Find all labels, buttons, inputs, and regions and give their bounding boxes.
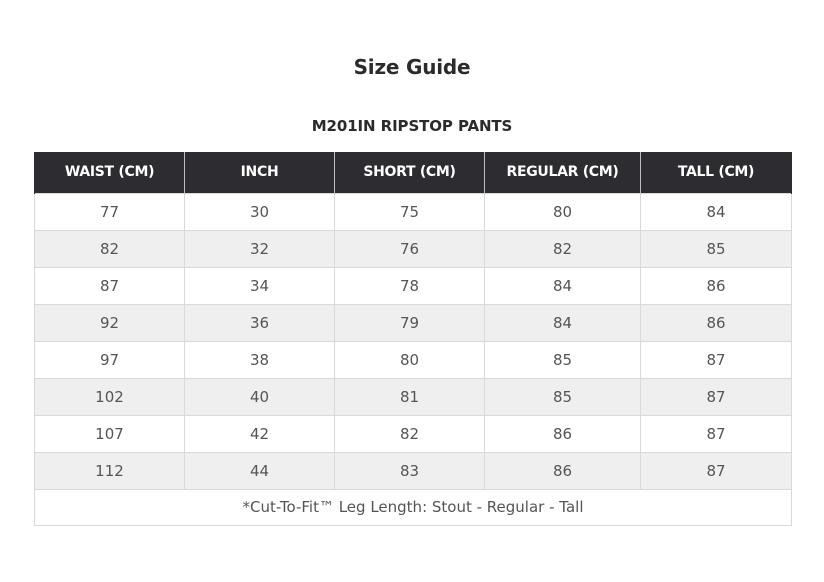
- page-title: Size Guide: [353, 55, 471, 79]
- header-short: SHORT (CM): [335, 152, 485, 193]
- header-tall: TALL (CM): [641, 152, 792, 193]
- cell-regular: 80: [485, 193, 641, 230]
- table-row: [35, 230, 792, 267]
- cell-tall: 87: [641, 378, 792, 415]
- cell-waist: 97: [35, 341, 185, 378]
- table-header: [35, 152, 792, 193]
- header-waist: WAIST (CM): [35, 152, 185, 193]
- cell-tall: 86: [641, 304, 792, 341]
- header-row: [35, 152, 792, 193]
- size-guide-table: [34, 152, 792, 526]
- cell-short: 83: [335, 452, 485, 489]
- cell-inch: 30: [185, 193, 335, 230]
- cell-inch: 38: [185, 341, 335, 378]
- table-row: [35, 415, 792, 452]
- cell-regular: 85: [485, 341, 641, 378]
- table-row: [35, 378, 792, 415]
- cell-short: 78: [335, 267, 485, 304]
- table-body: [35, 193, 792, 525]
- cell-regular: 82: [485, 230, 641, 267]
- cell-short: 81: [335, 378, 485, 415]
- cell-inch: 34: [185, 267, 335, 304]
- cell-inch: 36: [185, 304, 335, 341]
- table-row: [35, 341, 792, 378]
- cell-waist: 102: [35, 378, 185, 415]
- cell-waist: 107: [35, 415, 185, 452]
- cell-short: 75: [335, 193, 485, 230]
- cell-inch: 40: [185, 378, 335, 415]
- cell-waist: 77: [35, 193, 185, 230]
- cell-waist: 82: [35, 230, 185, 267]
- cell-inch: 42: [185, 415, 335, 452]
- cell-inch: 44: [185, 452, 335, 489]
- cell-waist: 92: [35, 304, 185, 341]
- table-row: [35, 304, 792, 341]
- cell-waist: 112: [35, 452, 185, 489]
- cell-tall: 87: [641, 415, 792, 452]
- cell-tall: 85: [641, 230, 792, 267]
- product-title: M201IN RIPSTOP PANTS: [311, 117, 513, 135]
- table-row: [35, 267, 792, 304]
- cell-short: 79: [335, 304, 485, 341]
- cell-short: 80: [335, 341, 485, 378]
- cell-regular: 84: [485, 267, 641, 304]
- cell-short: 82: [335, 415, 485, 452]
- header-inch: INCH: [185, 152, 335, 193]
- footnote-row: [35, 489, 792, 525]
- cell-tall: 87: [641, 341, 792, 378]
- table-row: [35, 193, 792, 230]
- cell-tall: 84: [641, 193, 792, 230]
- cut-to-fit-footnote: *Cut-To-Fit™ Leg Length: Stout - Regular - Tall: [35, 489, 792, 525]
- cell-inch: 32: [185, 230, 335, 267]
- table-row: [35, 452, 792, 489]
- cell-regular: 84: [485, 304, 641, 341]
- cell-tall: 86: [641, 267, 792, 304]
- cell-tall: 87: [641, 452, 792, 489]
- cell-waist: 87: [35, 267, 185, 304]
- header-regular: REGULAR (CM): [485, 152, 641, 193]
- cell-regular: 85: [485, 378, 641, 415]
- cell-regular: 86: [485, 415, 641, 452]
- cell-short: 76: [335, 230, 485, 267]
- cell-regular: 86: [485, 452, 641, 489]
